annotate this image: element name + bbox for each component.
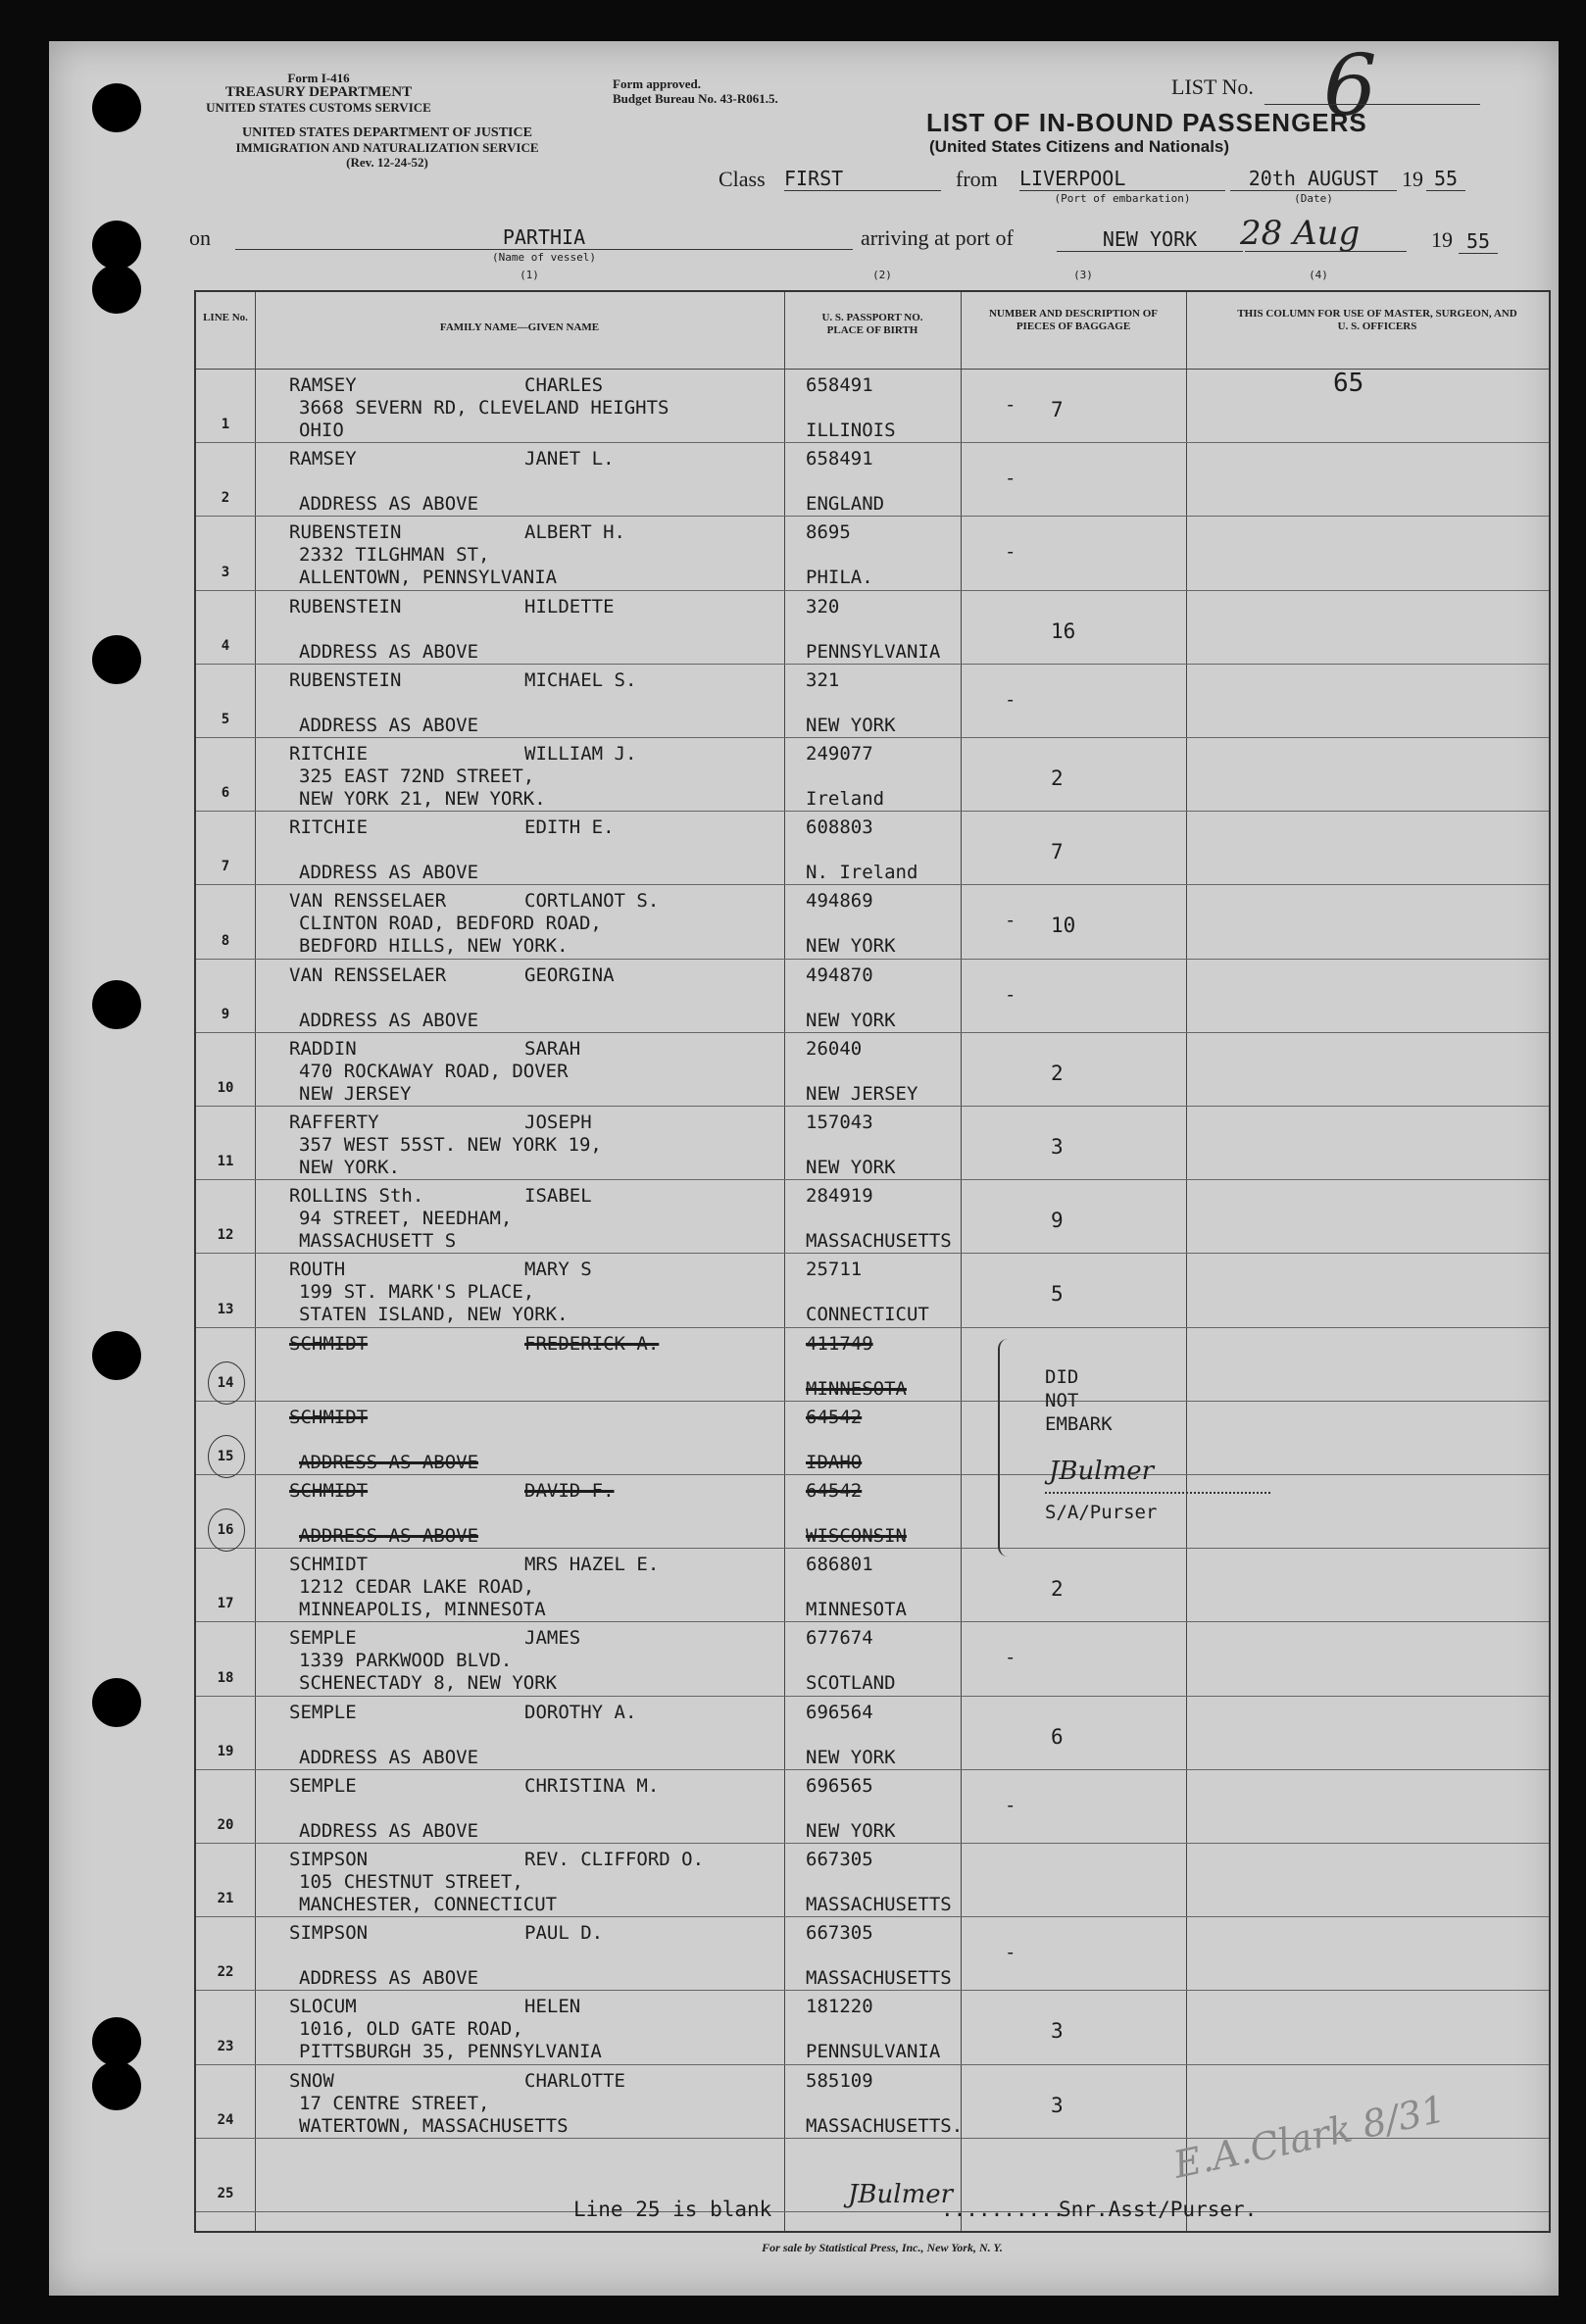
passport-number: 26040 [806,1037,863,1060]
given-name: HELEN [524,1996,581,2018]
passport-number: 64542 [806,1406,863,1428]
row-divider [196,1179,1549,1180]
given-name: FREDERICK A. [524,1332,660,1355]
family-name: SEMPLE [289,1774,357,1797]
caption-1: (1) [520,269,539,281]
line-number: 24 [217,2111,234,2128]
given-name: CHARLES [524,374,604,396]
address-line-1: 1339 PARKWOOD BLVD. [299,1650,513,1672]
address-line-1: 94 STREET, NEEDHAM, [299,1208,513,1230]
row-divider [196,811,1549,812]
line-number: 22 [217,1964,234,1981]
address-line-1: 470 ROCKAWAY ROAD, DOVER [299,1060,569,1082]
address-line-1: 1212 CEDAR LAKE ROAD, [299,1576,535,1599]
year2-value: 55 [1459,229,1498,254]
binder-hole [92,980,141,1029]
line-number: 11 [217,1154,234,1170]
address-line-2: NEW YORK. [299,1157,400,1178]
list-no-label: LIST No. [1171,74,1254,99]
line-number: 21 [217,1891,234,1907]
binder-hole [92,1331,141,1380]
baggage-dash: - [1005,468,1016,490]
line-number: 10 [217,1080,234,1096]
place-of-birth: MASSACHUSETTS [806,1967,952,1990]
family-name: ROUTH [289,1259,346,1281]
address-line-1: 2332 TILGHMAN ST, [299,544,490,567]
address-line-1: 105 CHESTNUT STREET, [299,1871,523,1893]
passport-number: 658491 [806,374,873,396]
given-name: JANET L. [524,448,615,470]
given-name: CHRISTINA M. [524,1774,660,1797]
row-divider [196,1474,1549,1475]
baggage-dash: - [1005,541,1016,564]
place-of-birth: PHILA. [806,567,873,589]
row-divider [196,1621,1549,1622]
address-line-2: ADDRESS AS ABOVE [299,714,479,736]
form-approved: Form approved. [613,76,702,91]
address-line-2: MINNEAPOLIS, MINNESOTA [299,1599,546,1621]
place-of-birth: IDAHO [806,1451,863,1473]
given-name: SARAH [524,1037,581,1060]
address-line-2: MASSACHUSETT S [299,1230,457,1253]
place-of-birth: N. Ireland [806,862,918,884]
passport-number: 677674 [806,1627,873,1650]
from-caption: (Port of embarkation) [1054,192,1191,205]
given-name: DOROTHY A. [524,1701,637,1723]
place-of-birth: SCOTLAND [806,1672,896,1695]
closing-signature: JBulmer [848,2180,954,2209]
address-line-2: OHIO [299,420,344,441]
did-not-embark-signature: JBulmer [1049,1457,1155,1486]
date-caption: (Date) [1294,192,1333,205]
address-line-2: ADDRESS AS ABOVE [299,1746,479,1768]
arrive-date-underline [1245,251,1407,252]
baggage-count: 5 [1051,1282,1064,1307]
row-divider [196,590,1549,591]
col-divider [784,292,785,2231]
family-name: RITCHIE [289,743,369,765]
year-prefix: 19 [1402,167,1423,191]
place-of-birth: NEW YORK [806,1157,896,1178]
family-name: SEMPLE [289,1627,357,1650]
vessel-caption: (Name of vessel) [492,251,596,264]
family-name: SIMPSON [289,1922,369,1945]
line-number: 9 [221,1006,230,1022]
row-divider [196,1769,1549,1770]
address-line-1: CLINTON ROAD, BEDFORD ROAD, [299,913,602,935]
closing-dots: .......... [941,2198,1066,2221]
family-name: VAN RENSSELAER [289,890,447,913]
form-rev: (Rev. 12-24-52) [346,155,428,170]
line-number: 7 [221,859,230,875]
passport-number: 284919 [806,1185,873,1208]
passport-number: 411749 [806,1332,873,1355]
list-subtitle: (United States Citizens and Nationals) [929,137,1230,156]
line-number: 6 [221,785,230,802]
line-number: 2 [221,490,230,507]
did-not-embark-3: EMBARK [1045,1413,1113,1435]
officer-note: 65 [1333,369,1364,398]
row-divider [196,1696,1549,1697]
given-name: MICHAEL S. [524,668,637,691]
place-of-birth: NEW YORK [806,1009,896,1031]
col-divider [1186,292,1187,2231]
did-not-embark-role: S/A/Purser [1045,1502,1158,1523]
passport-number: 608803 [806,816,873,839]
row-divider [196,737,1549,738]
place-of-birth: MASSACHUSETTS [806,1894,952,1915]
passport-number: 696565 [806,1774,873,1797]
row-divider [196,664,1549,665]
address-line-2: SCHENECTADY 8, NEW YORK [299,1672,558,1695]
family-name: SIMPSON [289,1849,369,1870]
caption-3: (3) [1073,269,1093,281]
line-number: 15 [217,1449,234,1464]
baggage-dash: - [1005,394,1016,416]
line-number: 14 [217,1374,234,1391]
place-of-birth: Ireland [806,788,885,810]
class-label: Class [719,167,766,191]
form-dept: TREASURY DEPARTMENT [224,84,413,100]
line-number: 17 [217,1596,234,1612]
address-line-2: ADDRESS AS ABOVE [299,1819,479,1842]
family-name: SEMPLE [289,1701,357,1723]
col-header-name: FAMILY NAME—GIVEN NAME [439,321,600,333]
baggage-dash: - [1005,688,1016,711]
did-not-embark-brace [998,1339,1014,1557]
family-name: SCHMIDT [289,1554,369,1576]
line-number: 12 [217,1227,234,1244]
address-line-1: 357 WEST 55ST. NEW YORK 19, [299,1134,602,1156]
passport-number: 157043 [806,1112,873,1133]
family-name: SCHMIDT [289,1332,369,1355]
row-divider [196,2211,1549,2212]
baggage-count: 3 [1051,2019,1064,2044]
row-divider [196,959,1549,960]
line-number: 5 [221,712,230,727]
form-approval [613,76,778,106]
baggage-count: 9 [1051,1209,1064,1233]
place-of-birth: MASSACHUSETTS [806,1230,952,1253]
binder-hole [92,2017,141,2066]
row-divider [196,1548,1549,1549]
given-name: REV. CLIFFORD O. [524,1849,705,1870]
from-value: LIVERPOOL [1019,167,1225,191]
did-not-embark-sigline [1045,1492,1270,1494]
given-name: JAMES [524,1627,581,1650]
passport-number: 494870 [806,964,873,986]
place-of-birth: MINNESOTA [806,1599,907,1621]
binder-hole [92,221,141,270]
form-number: Form I-416 [287,71,350,85]
baggage-count: 6 [1051,1724,1064,1749]
place-of-birth: PENNSULVANIA [806,2041,941,2063]
closing-role: Snr.Asst/Purser. [1059,2198,1258,2221]
arrive-date: 28 Aug [1240,214,1361,253]
address-line-2: MANCHESTER, CONNECTICUT [299,1894,558,1915]
passport-number: 181220 [806,1996,873,2018]
col-header-line: LINE No. [203,312,248,323]
line-number: 4 [221,637,230,654]
line-number-circle [208,1508,245,1552]
vessel-value: PARTHIA [235,225,853,250]
address-line-1: 3668 SEVERN RD, CLEVELAND HEIGHTS [299,397,669,419]
date-value: 20th AUGUST [1230,167,1397,191]
family-name: SCHMIDT [289,1406,369,1428]
family-name: RUBENSTEIN [289,668,402,691]
list-title: LIST OF IN-BOUND PASSENGERS [926,108,1367,137]
line-number: 25 [217,2186,234,2201]
binder-hole [92,2061,141,2110]
row-divider [196,1253,1549,1254]
place-of-birth: WISCONSIN [806,1525,907,1547]
given-name: CHARLOTTE [524,2069,625,2092]
line-number-circle [208,1361,245,1405]
address-line-2: ALLENTOWN, PENNSYLVANIA [299,567,558,589]
place-of-birth: PENNSYLVANIA [806,640,941,663]
arriving-label: arriving at port of [861,225,1014,250]
row-divider [196,1327,1549,1328]
baggage-count: 7 [1051,398,1064,421]
caption-2: (2) [872,269,892,281]
baggage-dash: - [1005,1647,1016,1669]
row-divider [196,1032,1549,1033]
family-name: SNOW [289,2069,334,2092]
baggage-count: 3 [1051,2093,1064,2117]
place-of-birth: MASSACHUSETTS. [806,2114,964,2137]
from-label: from [956,167,998,191]
place-of-birth: NEW YORK [806,1746,896,1768]
list-no-underline [1264,104,1480,105]
line-number: 1 [221,417,230,433]
place-of-birth: NEW JERSEY [806,1082,918,1105]
passport-number: 658491 [806,448,873,470]
form-budget: Budget Bureau No. 43-R061.5. [613,91,778,106]
class-value: FIRST [784,167,941,191]
address-line-2: BEDFORD HILLS, NEW YORK. [299,935,569,958]
marginal-signature: E.A.Clark 8/31 [1169,2087,1450,2187]
address-line-2: WATERTOWN, MASSACHUSETTS [299,2114,569,2137]
place-of-birth: NEW YORK [806,935,896,958]
family-name: RUBENSTEIN [289,521,402,544]
given-name: PAUL D. [524,1922,604,1945]
caption-4: (4) [1309,269,1328,281]
baggage-dash: - [1005,1942,1016,1964]
address-line-2: ADDRESS AS ABOVE [299,1451,479,1473]
place-of-birth: MINNESOTA [806,1377,907,1400]
row-divider [196,516,1549,517]
passport-number: 320 [806,595,840,618]
baggage-count: 3 [1051,1135,1064,1159]
form-agency-block [191,71,446,115]
passport-number: 667305 [806,1849,873,1870]
form-service: UNITED STATES CUSTOMS SERVICE [206,100,431,115]
given-name: MARY S [524,1259,592,1281]
given-name: GEORGINA [524,964,615,986]
address-line-2: ADDRESS AS ABOVE [299,862,479,884]
address-line-2: STATEN ISLAND, NEW YORK. [299,1304,569,1326]
family-name: RAMSEY [289,448,357,470]
given-name: ISABEL [524,1185,592,1208]
place-of-birth: ILLINOIS [806,420,896,441]
passport-number: 64542 [806,1480,863,1502]
address-line-1: 199 ST. MARK'S PLACE, [299,1281,535,1304]
port-value: NEW YORK [1057,227,1243,252]
passport-number: 321 [806,668,840,691]
row-divider [196,442,1549,443]
binder-hole [92,265,141,314]
row-divider [196,1106,1549,1107]
baggage-count: 2 [1051,1577,1064,1602]
binder-hole [92,635,141,684]
baggage-count: 2 [1051,766,1064,790]
on-label: on [189,225,211,250]
address-line-2: ADDRESS AS ABOVE [299,640,479,663]
line-number: 23 [217,2038,234,2054]
col-header-baggage: NUMBER AND DESCRIPTION OF PIECES OF BAGGAGE [988,308,1159,332]
line-number: 13 [217,1301,234,1317]
baggage-dash: - [1005,983,1016,1006]
form-justice: UNITED STATES DEPARTMENT OF JUSTICE [242,125,532,140]
given-name: JOSEPH [524,1112,592,1133]
form-justice-block [196,125,578,170]
family-name: RUBENSTEIN [289,595,402,618]
row-divider [196,1401,1549,1402]
line-number: 3 [221,564,230,580]
place-of-birth: ENGLAND [806,493,885,516]
place-of-birth: CONNECTICUT [806,1304,929,1326]
given-name: HILDETTE [524,595,615,618]
passenger-table [194,290,1551,2233]
row-divider [196,1990,1549,1991]
address-line-2: NEW YORK 21, NEW YORK. [299,788,546,810]
passport-number: 494869 [806,890,873,913]
place-of-birth: NEW YORK [806,1819,896,1842]
baggage-count: 10 [1051,914,1076,938]
line-number: 19 [217,1743,234,1759]
family-name: SCHMIDT [289,1480,369,1502]
closing-text: Line 25 is blank [573,2198,772,2221]
col-header-officers: THIS COLUMN FOR USE OF MASTER, SURGEON, AND U. S. OFFICERS [1237,308,1517,332]
family-name: RADDIN [289,1037,357,1060]
address-line-2: ADDRESS AS ABOVE [299,493,479,516]
year2-prefix: 19 [1431,227,1453,252]
passport-number: 686801 [806,1554,873,1576]
family-name: ROLLINS Sth. [289,1185,424,1208]
given-name: MRS HAZEL E. [524,1554,660,1576]
family-name: RAFFERTY [289,1112,379,1133]
baggage-dash: - [1005,910,1016,932]
passport-number: 585109 [806,2069,873,2092]
address-line-2: ADDRESS AS ABOVE [299,1525,479,1547]
address-line-2: NEW JERSEY [299,1082,412,1105]
address-line-1: 325 EAST 72ND STREET, [299,766,535,787]
line-number: 8 [221,932,230,949]
passport-number: 25711 [806,1259,863,1281]
col-header-passport: U. S. PASSPORT NO. PLACE OF BIRTH [821,312,923,336]
family-name: VAN RENSSELAER [289,964,447,986]
list-no-value: 6 [1323,37,1377,135]
address-line-2: ADDRESS AS ABOVE [299,1009,479,1031]
year-value: 55 [1426,167,1465,191]
address-line-1: 1016, OLD GATE ROAD, [299,2018,523,2041]
given-name: ALBERT H. [524,521,625,544]
given-name: CORTLANOT S. [524,890,660,913]
col-divider [255,292,256,2231]
col-divider [961,292,962,2231]
line-number: 20 [217,1817,234,1833]
given-name: WILLIAM J. [524,743,637,765]
binder-hole [92,1678,141,1727]
family-name: RAMSEY [289,374,357,396]
printer-footer: For sale by Statistical Press, Inc., New York, N. Y. [762,2241,1003,2254]
address-line-2: ADDRESS AS ABOVE [299,1967,479,1990]
family-name: SLOCUM [289,1996,357,2018]
binder-hole [92,83,141,132]
baggage-count: 16 [1051,618,1076,643]
address-line-1: 17 CENTRE STREET, [299,2092,490,2114]
baggage-dash: - [1005,1794,1016,1816]
form-ins: IMMIGRATION AND NATURALIZATION SERVICE [235,140,539,155]
family-name: RITCHIE [289,816,369,839]
given-name: DAVID F. [524,1480,615,1502]
given-name: EDITH E. [524,816,615,839]
passport-number: 8695 [806,521,851,544]
passport-number: 667305 [806,1922,873,1945]
passport-number: 696564 [806,1701,873,1723]
row-divider [196,1843,1549,1844]
row-divider [196,884,1549,885]
row-divider [196,1916,1549,1917]
baggage-count: 7 [1051,840,1064,865]
did-not-embark-1: DID [1045,1366,1079,1388]
row-divider [196,2064,1549,2065]
passport-number: 249077 [806,743,873,765]
baggage-count: 2 [1051,1061,1064,1085]
address-line-2: PITTSBURGH 35, PENNSYLVANIA [299,2041,602,2063]
line-number-circle [208,1435,245,1478]
did-not-embark-2: NOT [1045,1390,1079,1411]
line-number: 16 [217,1522,234,1539]
place-of-birth: NEW YORK [806,714,896,736]
line-number: 18 [217,1669,234,1686]
